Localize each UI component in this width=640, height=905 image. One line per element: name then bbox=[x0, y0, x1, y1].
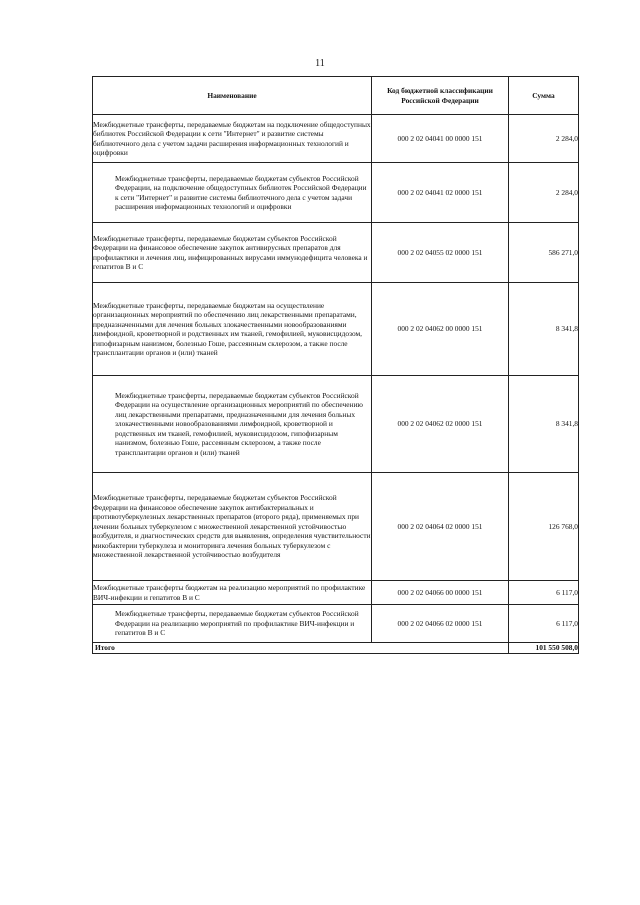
row-sum: 126 768,0 bbox=[509, 473, 579, 581]
row-name: Межбюджетные трансферты, передаваемые бюджетам субъектов Российской Федерации на реализацию мероприятий по профилактике ВИЧ-инфекции и гепатитов В и С bbox=[93, 605, 372, 643]
total-row bbox=[93, 643, 579, 654]
row-code: 000 2 02 04055 02 0000 151 bbox=[372, 223, 509, 283]
page-number: 11 bbox=[315, 58, 325, 69]
row-sum: 8 341,8 bbox=[509, 376, 579, 473]
row-name: Межбюджетные трансферты, передаваемые бюджетам субъектов Российской Федерации, на подключение общедоступных библиотек Российской Федерации к сети "Интернет" и развитие системы библиотечного дела с учетом задачи расширения информационных технологий и оцифровки bbox=[93, 163, 372, 223]
table-row bbox=[93, 581, 579, 605]
header-name: Наименование bbox=[93, 77, 372, 115]
row-code: 000 2 02 04066 00 0000 151 bbox=[372, 581, 509, 605]
table-row bbox=[93, 376, 579, 473]
row-name: Межбюджетные трансферты бюджетам на реализацию мероприятий по профилактике ВИЧ-инфекции и гепатитов В и С bbox=[93, 581, 372, 605]
row-code: 000 2 02 04066 02 0000 151 bbox=[372, 605, 509, 643]
table-row bbox=[93, 163, 579, 223]
header-code: Код бюджетной классификации Российской Федерации bbox=[372, 77, 509, 115]
row-code: 000 2 02 04064 02 0000 151 bbox=[372, 473, 509, 581]
total-sum: 101 550 508,0 bbox=[509, 643, 579, 654]
budget-table bbox=[92, 76, 579, 654]
row-sum: 8 341,8 bbox=[509, 283, 579, 376]
row-name: Межбюджетные трансферты, передаваемые бюджетам субъектов Российской Федерации на осуществление организационных мероприятий по обеспечению лиц лекарственными препаратами, предназначенными для лечения больных злокачественными новообразованиями лимфоидной, кроветворной и родственных им тканей, гемофилией, муковисцидозом, гипофизарным нанизмом, болезнью Гоше, рассеянным склерозом, а также после трансплантации органов и (или) тканей bbox=[93, 376, 372, 473]
row-sum: 6 117,0 bbox=[509, 581, 579, 605]
row-sum: 586 271,0 bbox=[509, 223, 579, 283]
table-row bbox=[93, 223, 579, 283]
row-code: 000 2 02 04062 02 0000 151 bbox=[372, 376, 509, 473]
row-sum: 2 284,0 bbox=[509, 115, 579, 163]
row-code: 000 2 02 04062 00 0000 151 bbox=[372, 283, 509, 376]
row-name: Межбюджетные трансферты, передаваемые бюджетам субъектов Российской Федерации на финансовое обеспечение закупок антивирусных препаратов для профилактики и лечения лиц, инфицированных вирусами иммунодефицита человека и гепатитов В и С bbox=[93, 223, 372, 283]
table-row bbox=[93, 115, 579, 163]
table-row bbox=[93, 473, 579, 581]
table-row bbox=[93, 283, 579, 376]
header-sum: Сумма bbox=[509, 77, 579, 115]
row-sum: 2 284,0 bbox=[509, 163, 579, 223]
row-name: Межбюджетные трансферты, передаваемые бюджетам на осуществление организационных мероприятий по обеспечению лиц лекарственными препаратами, предназначенными для лечения больных злокачественными новообразованиями лимфоидной, кроветворной и родственных им тканей, гемофилией, муковисцидозом, гипофизарным нанизмом, болезнью Гоше, рассеянным склерозом, а также после трансплантации органов и (или) тканей bbox=[93, 283, 372, 376]
total-label: Итого bbox=[93, 643, 509, 654]
table-row bbox=[93, 605, 579, 643]
row-name: Межбюджетные трансферты, передаваемые бюджетам на подключение общедоступных библиотек Российской Федерации к сети "Интернет" и развитие системы библиотечного дела с учетом задачи расширения информационных технологий и оцифровки bbox=[93, 115, 372, 163]
row-code: 000 2 02 04041 02 0000 151 bbox=[372, 163, 509, 223]
row-sum: 6 117,0 bbox=[509, 605, 579, 643]
table-header-row bbox=[93, 77, 579, 115]
row-code: 000 2 02 04041 00 0000 151 bbox=[372, 115, 509, 163]
row-name: Межбюджетные трансферты, передаваемые бюджетам субъектов Российской Федерации на финансовое обеспечение закупок антибактериальных и противотуберкулезных лекарственных препаратов (второго ряда), применяемых при лечении больных туберкулезом с множественной лекарственной устойчивостью возбудителя, и диагностических средств для выявления, определения чувствительности микобактерии туберкулеза и мониторинга лечения больных туберкулезом с множественной лекарственной устойчивостью возбудителя bbox=[93, 473, 372, 581]
